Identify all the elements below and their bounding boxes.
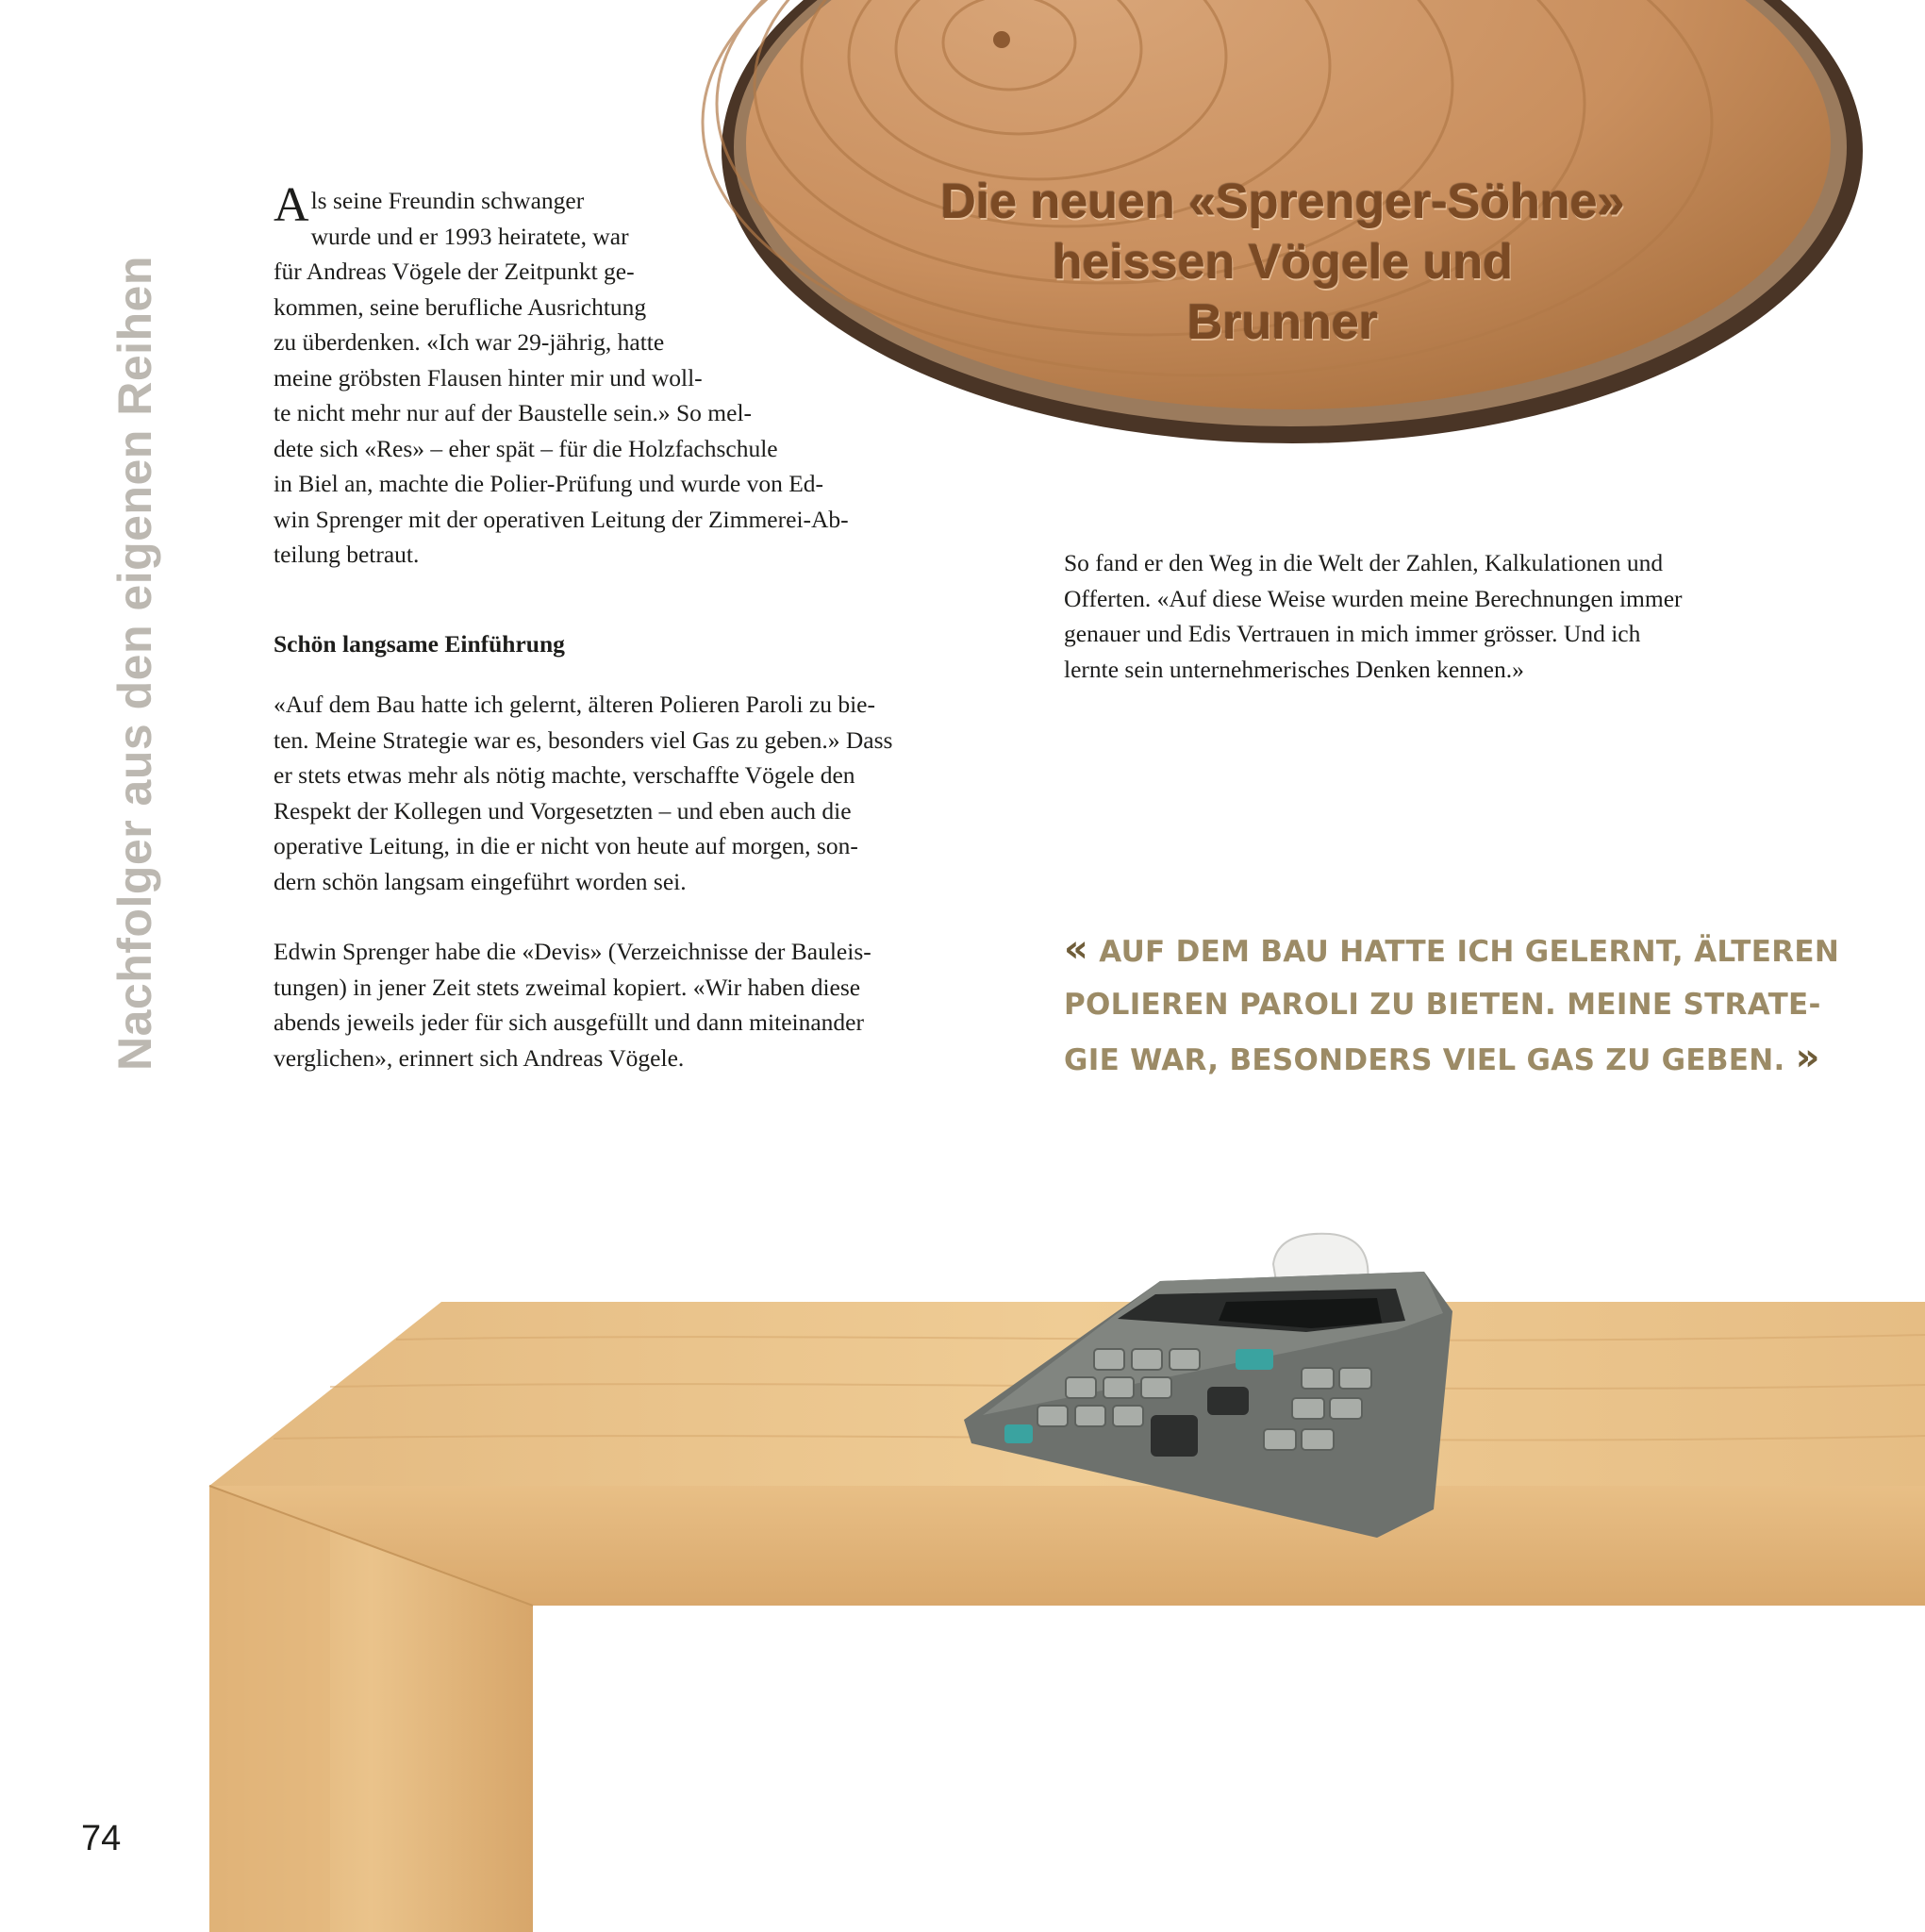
article-title bbox=[811, 172, 1754, 353]
memory-key bbox=[1236, 1349, 1273, 1370]
quote-line bbox=[1064, 1031, 1820, 1087]
text-line: win Sprenger mit der operativen Leitung der Zimmerei-Ab- bbox=[274, 505, 849, 533]
text-line: in Biel an, machte die Polier-Prüfung und wurde von Ed- bbox=[274, 470, 824, 497]
text-line: teilung betraut. bbox=[274, 541, 420, 568]
text-line: ls seine Freundin schwanger bbox=[310, 187, 585, 214]
title-line: Brunner bbox=[1187, 295, 1379, 350]
calculator-illustration bbox=[953, 1226, 1462, 1538]
table-leg-shade bbox=[209, 1486, 330, 1932]
plus-key bbox=[1207, 1387, 1249, 1415]
text-line: lernte sein unternehmerisches Denken kennen.» bbox=[1064, 655, 1524, 683]
title-line: Die neuen «Sprenger-Söhne» bbox=[940, 175, 1625, 229]
clear-key bbox=[1004, 1424, 1033, 1443]
text-line: Offerten. «Auf diese Weise wurden meine Berechnungen immer bbox=[1064, 584, 1683, 612]
section-subheading: Schön langsame Einführung bbox=[274, 630, 565, 658]
text-line: verglichen», erinnert sich Andreas Vögele. bbox=[274, 1043, 685, 1072]
text-line: für Andreas Vögele der Zeitpunkt ge- bbox=[274, 258, 635, 285]
text-line: dete sich «Res» – eher spät – für die Holzfachschule bbox=[274, 434, 778, 462]
title-line: heissen Vögele und bbox=[1052, 235, 1514, 290]
paragraph-2 bbox=[274, 687, 962, 899]
text-line: ten. Meine Strategie war es, besonders viel Gas zu geben.» Dass bbox=[274, 725, 893, 754]
text-line: So fand er den Weg in die Welt der Zahlen, Kalkulationen und bbox=[1064, 549, 1664, 576]
pull-quote bbox=[1064, 923, 1840, 1087]
text-line: Respekt der Kollegen und Vorgesetzten – und eben auch die bbox=[274, 796, 852, 824]
right-paragraph bbox=[1064, 545, 1818, 687]
quote-line bbox=[1064, 923, 1840, 978]
text-line: kommen, seine berufliche Ausrichtung bbox=[274, 292, 647, 321]
text-line: er stets etwas mehr als nötig machte, verschaffte Vögele den bbox=[274, 761, 855, 789]
text-line: tungen) in jener Zeit stets zweimal kopiert. «Wir haben diese bbox=[274, 973, 861, 1001]
open-guillemet: « bbox=[1064, 927, 1089, 971]
text-line: zu überdenken. «Ich war 29-jährig, hatte bbox=[274, 328, 665, 356]
quote-line: POLIEREN PAROLI ZU BIETEN. MEINE STRATE- bbox=[1064, 988, 1821, 1022]
drop-cap: A bbox=[274, 178, 309, 232]
text-line: «Auf dem Bau hatte ich gelernt, älteren Polieren Paroli zu bie- bbox=[274, 691, 875, 718]
quote-text: AUF DEM BAU HATTE ICH GELERNT, ÄLTEREN bbox=[1099, 935, 1840, 969]
text-line: Edwin Sprenger habe die «Devis» (Verzeichnisse der Bauleis- bbox=[274, 938, 871, 965]
close-guillemet: » bbox=[1795, 1036, 1820, 1079]
text-line: abends jeweils jeder für sich ausgefüllt und dann miteinander bbox=[274, 1008, 864, 1036]
text-line: meine gröbsten Flausen hinter mir und woll- bbox=[274, 363, 703, 391]
pith bbox=[993, 31, 1010, 48]
text-line: te nicht mehr nur auf der Baustelle sein.» So mel- bbox=[274, 399, 753, 426]
text-line: operative Leitung, in die er nicht von heute auf morgen, son- bbox=[274, 832, 858, 859]
intro-paragraph bbox=[274, 178, 953, 573]
running-head: Nachfolger aus den eigenen Reihen bbox=[108, 256, 161, 1071]
paragraph-3 bbox=[274, 934, 962, 1075]
quote-text: GIE WAR, BESONDERS VIEL GAS ZU GEBEN. bbox=[1064, 1043, 1785, 1077]
page-number: 74 bbox=[81, 1819, 122, 1858]
total-key bbox=[1151, 1415, 1198, 1457]
text-line: genauer und Edis Vertrauen in mich immer grösser. Und ich bbox=[1064, 620, 1641, 647]
text-line: wurde und er 1993 heiratete, war bbox=[310, 222, 629, 250]
text-line: dern schön langsam eingeführt worden sei. bbox=[274, 867, 687, 895]
